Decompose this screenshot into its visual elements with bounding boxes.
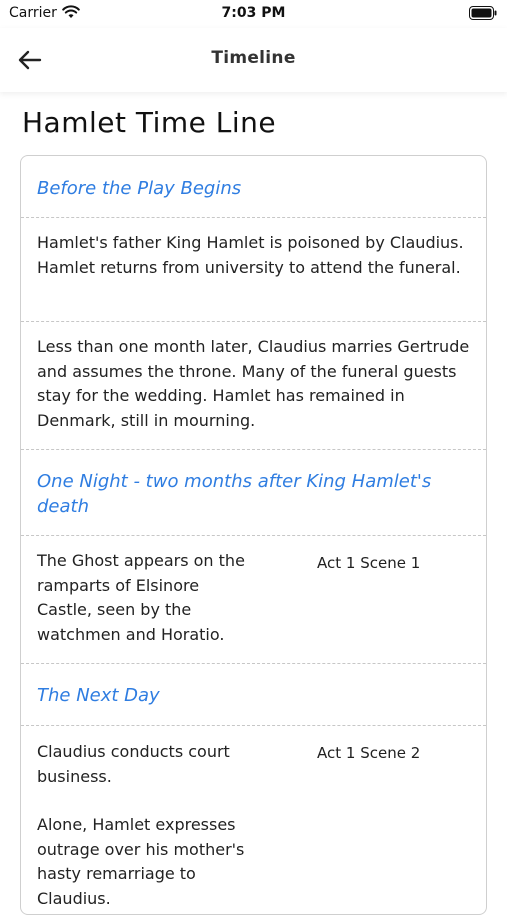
event-text: Claudius conducts court business.: [37, 742, 230, 786]
section-heading-text: One Night - two months after King Hamlet's death: [37, 471, 432, 517]
scene-reference: Act 1 Scene 1: [317, 554, 421, 572]
event-text: Less than one month later, Claudius marries Gertrude and assumes the throne. Many of the funeral guests stay for the wedding. Hamlet has remained in Denmark, still in mourning.: [37, 337, 470, 430]
status-bar: [0, 0, 507, 28]
page-title: Hamlet Time Line: [22, 106, 277, 139]
timeline-card: [20, 155, 487, 915]
carrier-label: Carrier: [9, 5, 57, 21]
battery-icon: [469, 6, 497, 20]
section-heading-text: The Next Day: [37, 685, 160, 706]
nav-title: Timeline: [211, 48, 296, 68]
event-text: The Ghost appears on the ramparts of Elsinore Castle, seen by the watchmen and Horatio.: [37, 551, 245, 644]
section-heading-next-day: [21, 664, 486, 726]
section-heading-before-play: [21, 156, 486, 218]
timeline-event: [21, 218, 486, 322]
scene-reference: Act 1 Scene 2: [317, 744, 421, 762]
timeline-event: [21, 536, 486, 664]
timeline-event: [21, 322, 486, 450]
section-heading-one-night: [21, 450, 486, 536]
event-text: Hamlet's father King Hamlet is poisoned by Claudius. Hamlet returns from university to attend the funeral.: [37, 233, 464, 277]
event-text: Alone, Hamlet expresses outrage over his mother's hasty remarriage to Claudius.: [37, 815, 245, 908]
timeline-event: [21, 726, 486, 915]
section-heading-text: Before the Play Begins: [37, 178, 242, 199]
clock: 7:03 PM: [221, 5, 286, 21]
navigation-bar: [0, 28, 507, 92]
